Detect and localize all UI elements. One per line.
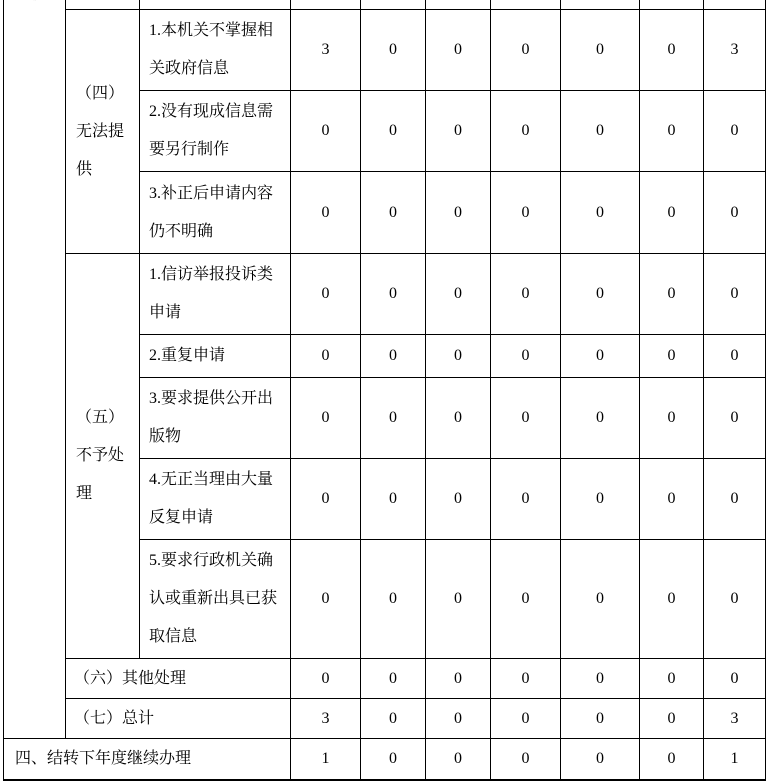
value-cell: 1 [291, 739, 361, 780]
value-cell: 0 [704, 91, 766, 172]
value-cell: 0 [291, 459, 361, 540]
empty-cell [426, 0, 491, 10]
value-cell: 0 [291, 659, 361, 699]
item-label-cell: 3.要求提供公开出版物 [140, 378, 291, 459]
empty-cell [561, 0, 640, 10]
value-cell: 0 [361, 335, 426, 378]
value-cell: 3 [704, 699, 766, 739]
value-cell: 0 [491, 378, 561, 459]
value-cell: 0 [291, 172, 361, 254]
value-cell: 0 [491, 699, 561, 739]
value-cell: 0 [704, 659, 766, 699]
value-cell: 0 [640, 459, 704, 540]
empty-cell [491, 0, 561, 10]
value-cell: 0 [426, 10, 491, 91]
value-cell: 0 [561, 739, 640, 780]
value-cell: 0 [561, 378, 640, 459]
value-cell: 0 [561, 335, 640, 378]
value-cell: 0 [561, 699, 640, 739]
value-cell: 0 [640, 335, 704, 378]
value-cell: 0 [561, 254, 640, 335]
category-cell-unable-to-provide: （四）无法提供 [66, 10, 140, 254]
processing-results-table [3, 0, 766, 781]
value-cell: 0 [640, 91, 704, 172]
value-cell: 0 [361, 459, 426, 540]
value-cell: 0 [426, 254, 491, 335]
table-row [4, 659, 766, 699]
value-cell: 0 [704, 172, 766, 254]
table-row [4, 699, 766, 739]
value-cell: 0 [704, 378, 766, 459]
value-cell: 0 [426, 91, 491, 172]
empty-cell [291, 0, 361, 10]
table-row [4, 10, 766, 91]
value-cell: 0 [561, 540, 640, 659]
value-cell: 0 [291, 91, 361, 172]
value-cell: 0 [561, 659, 640, 699]
value-cell: 0 [426, 540, 491, 659]
item-label-cell: 2.没有现成信息需要另行制作 [140, 91, 291, 172]
category-cell-no-processing: （五）不予处理 [66, 254, 140, 659]
value-cell: 0 [640, 254, 704, 335]
table-row-partial [4, 0, 766, 10]
value-cell: 0 [426, 378, 491, 459]
value-cell: 0 [491, 172, 561, 254]
value-cell: 0 [361, 699, 426, 739]
item-label-cell: 2.重复申请 [140, 335, 291, 378]
empty-cell [640, 0, 704, 10]
value-cell: 0 [491, 739, 561, 780]
value-cell: 0 [491, 91, 561, 172]
value-cell: 0 [640, 172, 704, 254]
table-row [4, 254, 766, 335]
item-label-cell: 1.信访举报投诉类申请 [140, 254, 291, 335]
value-cell: 1 [704, 739, 766, 780]
value-cell: 0 [640, 739, 704, 780]
item-label-cell: 4.无正当理由大量反复申请 [140, 459, 291, 540]
value-cell: 0 [491, 659, 561, 699]
value-cell: 0 [491, 335, 561, 378]
item-label-cell: 3.补正后申请内容仍不明确 [140, 172, 291, 254]
value-cell: 0 [361, 659, 426, 699]
empty-cell [704, 0, 766, 10]
item-label-cell: 1.本机关不掌握相关政府信息 [140, 10, 291, 91]
value-cell: 0 [491, 459, 561, 540]
value-cell: 0 [361, 540, 426, 659]
value-cell: 0 [704, 459, 766, 540]
value-cell: 0 [291, 378, 361, 459]
value-cell: 0 [426, 172, 491, 254]
item-label-cell: 5.要求行政机关确认或重新出具已获取信息 [140, 540, 291, 659]
value-cell: 0 [640, 378, 704, 459]
value-cell: 0 [361, 10, 426, 91]
value-cell: 0 [491, 540, 561, 659]
value-cell: 0 [640, 10, 704, 91]
value-cell: 0 [361, 378, 426, 459]
value-cell: 0 [561, 91, 640, 172]
value-cell: 0 [361, 91, 426, 172]
value-cell: 0 [704, 540, 766, 659]
empty-cell [66, 0, 140, 10]
value-cell: 0 [361, 739, 426, 780]
value-cell: 0 [361, 254, 426, 335]
value-cell: 0 [640, 540, 704, 659]
empty-cell [361, 0, 426, 10]
value-cell: 0 [361, 172, 426, 254]
value-cell: 0 [426, 699, 491, 739]
summary-label-cell-other: （六）其他处理 [66, 659, 291, 699]
summary-label-cell-total: （七）总计 [66, 699, 291, 739]
value-cell: 0 [426, 459, 491, 540]
value-cell: 0 [291, 540, 361, 659]
side-label-cell: 理结果 [4, 0, 66, 739]
value-cell: 0 [704, 335, 766, 378]
value-cell: 0 [640, 659, 704, 699]
value-cell: 0 [426, 739, 491, 780]
value-cell: 0 [491, 10, 561, 91]
value-cell: 0 [704, 254, 766, 335]
value-cell: 3 [291, 10, 361, 91]
value-cell: 3 [291, 699, 361, 739]
value-cell: 0 [561, 172, 640, 254]
value-cell: 0 [426, 659, 491, 699]
empty-cell [140, 0, 291, 10]
carryover-label-cell: 四、结转下年度继续办理 [4, 739, 291, 780]
value-cell: 0 [561, 459, 640, 540]
value-cell: 3 [704, 10, 766, 91]
value-cell: 0 [291, 335, 361, 378]
value-cell: 0 [561, 10, 640, 91]
value-cell: 0 [291, 254, 361, 335]
table-row [4, 739, 766, 780]
value-cell: 0 [426, 335, 491, 378]
value-cell: 0 [491, 254, 561, 335]
value-cell: 0 [640, 699, 704, 739]
